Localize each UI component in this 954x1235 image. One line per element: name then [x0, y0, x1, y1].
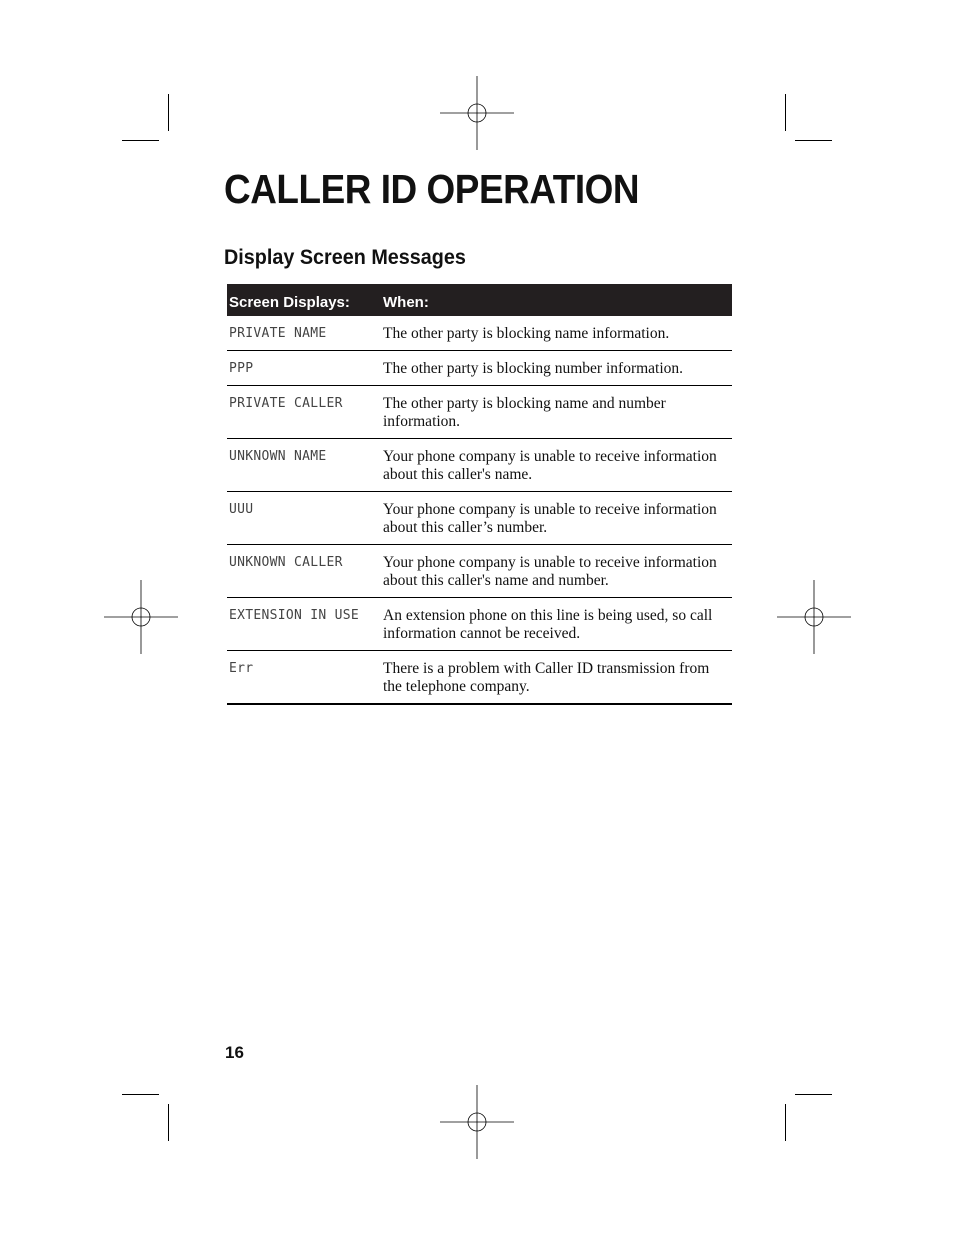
screen-display-code: UUU [227, 492, 383, 545]
table-row [227, 439, 732, 492]
screen-display-code: PRIVATE NAME [227, 316, 383, 351]
table-row [227, 545, 732, 598]
crop-mark [795, 1094, 832, 1095]
display-description: The other party is blocking name information. [383, 316, 732, 351]
screen-display-code: PPP [227, 351, 383, 386]
display-messages-table [227, 284, 732, 705]
table-header-row [227, 284, 732, 316]
registration-mark-icon [440, 76, 514, 150]
crop-mark [785, 1104, 786, 1141]
display-description: The other party is blocking number information. [383, 351, 732, 386]
column-header-when: When: [383, 284, 732, 316]
crop-mark [122, 1094, 159, 1095]
screen-display-code: EXTENSION IN USE [227, 598, 383, 651]
screen-display-code: PRIVATE CALLER [227, 386, 383, 439]
section-title: Display Screen Messages [224, 245, 466, 269]
column-header-screen-displays: Screen Displays: [227, 284, 383, 316]
registration-mark-icon [777, 580, 851, 654]
display-description: An extension phone on this line is being used, so call information cannot be received. [383, 598, 732, 651]
display-description: There is a problem with Caller ID transmission from the telephone company. [383, 651, 732, 705]
page-number: 16 [225, 1043, 244, 1062]
table-row [227, 386, 732, 439]
table-row [227, 598, 732, 651]
page-title: CALLER ID OPERATION [224, 166, 640, 212]
table-row [227, 316, 732, 351]
registration-mark-icon [440, 1085, 514, 1159]
screen-display-code: UNKNOWN NAME [227, 439, 383, 492]
screen-display-code: Err [227, 651, 383, 705]
display-description: Your phone company is unable to receive information about this caller's name and number. [383, 545, 732, 598]
crop-mark [122, 140, 159, 141]
table-row [227, 492, 732, 545]
table-row [227, 351, 732, 386]
table-row [227, 651, 732, 705]
display-description: Your phone company is unable to receive information about this caller's name. [383, 439, 732, 492]
crop-mark [168, 94, 169, 131]
display-description: The other party is blocking name and number information. [383, 386, 732, 439]
crop-mark [785, 94, 786, 131]
screen-display-code: UNKNOWN CALLER [227, 545, 383, 598]
crop-mark [168, 1104, 169, 1141]
crop-mark [795, 140, 832, 141]
registration-mark-icon [104, 580, 178, 654]
display-description: Your phone company is unable to receive information about this caller’s number. [383, 492, 732, 545]
